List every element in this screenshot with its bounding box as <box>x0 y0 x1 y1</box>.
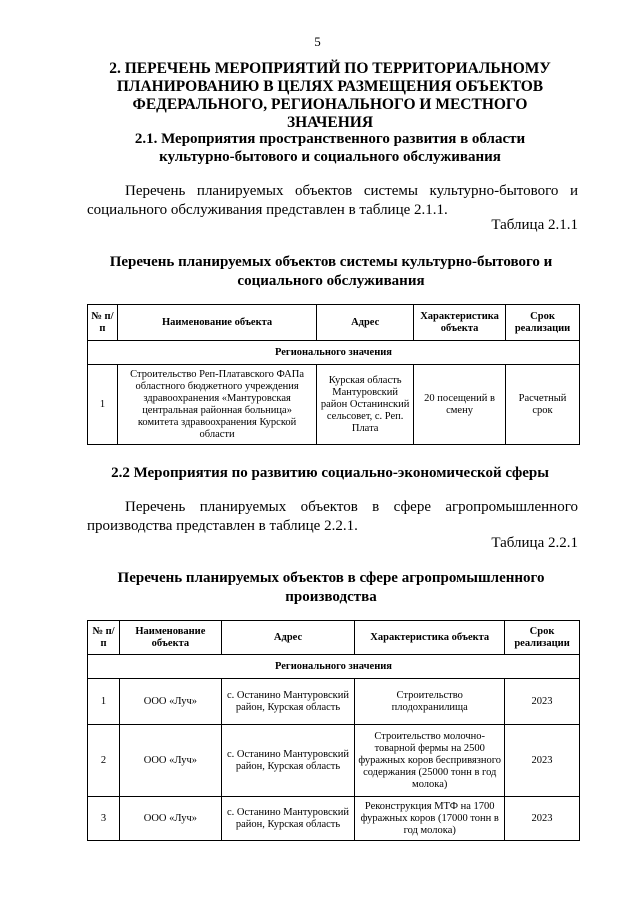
section-2-2-paragraph: Перечень планируемых объектов в сфере агропромышленного производства представлен в таблице 2.2.1. <box>87 499 578 534</box>
row-characteristic: 20 посещений в смену <box>414 365 506 445</box>
table-2-1-1-caption: Таблица 2.1.1 <box>491 217 578 233</box>
table-row <box>88 797 580 841</box>
row-term: 2023 <box>505 725 580 797</box>
header-cell-address: Адрес <box>221 621 355 655</box>
row-address: с. Останино Мантуровский район, Курская область <box>221 679 355 725</box>
header-cell-characteristic: Характеристика объекта <box>414 305 506 341</box>
header-cell-name: Наименование объекта <box>120 621 222 655</box>
row-address: Курская область Мантуровский район Останинский сельсовет, с. Реп. Плата <box>317 365 414 445</box>
row-characteristic: Строительство плодохранилища <box>355 679 505 725</box>
header-cell-term: Срок реализации <box>505 621 580 655</box>
table-2-2-1-caption: Таблица 2.2.1 <box>491 535 578 551</box>
section-2-2-heading: 2.2 Мероприятия по развитию социально-экономической сферы <box>111 465 549 481</box>
row-characteristic: Строительство молочно-товарной фермы на 2500 фуражных коров беспривязного содержания (25000 тонн в год молока) <box>355 725 505 797</box>
row-term: 2023 <box>505 679 580 725</box>
header-cell-term: Срок реализации <box>506 305 580 341</box>
main-heading-line-1: 2. ПЕРЕЧЕНЬ МЕРОПРИЯТИЙ ПО ТЕРРИТОРИАЛЬНОМУ <box>109 60 551 77</box>
table-2-2-1 <box>87 620 580 841</box>
group-label: Регионального значения <box>88 341 580 365</box>
row-term: Расчетный срок <box>506 365 580 445</box>
section-2-1-heading <box>110 130 550 166</box>
row-address: с. Останино Мантуровский район, Курская область <box>221 725 355 797</box>
table-2-1-1-title <box>100 253 562 291</box>
row-object-name: Строительство Реп-Платавского ФАПа областного бюджетного учреждения здравоохранения «Мантуровская центральная районная больница» комитета здравоохранения Курской области <box>117 365 316 445</box>
table-row <box>88 725 580 797</box>
group-label: Регионального значения <box>88 655 580 679</box>
header-cell-number: № п/п <box>88 621 120 655</box>
row-number: 1 <box>88 679 120 725</box>
table-2-2-1-title <box>100 569 562 607</box>
row-number: 3 <box>88 797 120 841</box>
row-number: 1 <box>88 365 118 445</box>
table-2-1-1 <box>87 304 580 445</box>
table-header-row <box>88 305 580 341</box>
table-group-row <box>88 655 580 679</box>
page-number: 5 <box>314 34 321 49</box>
row-object-name: ООО «Луч» <box>120 797 222 841</box>
header-cell-address: Адрес <box>317 305 414 341</box>
main-heading-line-2: ПЛАНИРОВАНИЮ В ЦЕЛЯХ РАЗМЕЩЕНИЯ ОБЪЕКТОВ <box>116 78 544 95</box>
table-header-row <box>88 621 580 655</box>
table-group-row <box>88 341 580 365</box>
section-2-1-heading-line-2: культурно-бытового и социального обслуживания <box>159 149 501 165</box>
row-object-name: ООО «Луч» <box>120 679 222 725</box>
section-2-1-paragraph: Перечень планируемых объектов системы культурно-бытового и социального обслуживания представлен в таблице 2.1.1. <box>87 183 578 218</box>
table-2-1-1-title-line-2: социального обслуживания <box>237 273 425 289</box>
row-object-name: ООО «Луч» <box>120 725 222 797</box>
main-heading-line-3: ФЕДЕРАЛЬНОГО, РЕГИОНАЛЬНОГО И МЕСТНОГО ЗНАЧЕНИЯ <box>132 96 528 131</box>
row-address: с. Останино Мантуровский район, Курская область <box>221 797 355 841</box>
table-2-2-1-title-line-2: производства <box>285 589 377 605</box>
header-cell-number: № п/п <box>88 305 118 341</box>
table-2-1-1-title-line-1: Перечень планируемых объектов системы культурно-бытового и <box>109 254 553 270</box>
section-2-1-heading-line-1: 2.1. Мероприятия пространственного развития в области <box>134 131 526 147</box>
row-characteristic: Реконструкция МТФ на 1700 фуражных коров (17000 тонн в год молока) <box>355 797 505 841</box>
header-cell-name: Наименование объекта <box>117 305 316 341</box>
table-row <box>88 365 580 445</box>
row-number: 2 <box>88 725 120 797</box>
table-2-2-1-title-line-1: Перечень планируемых объектов в сфере агропромышленного <box>117 570 545 586</box>
row-term: 2023 <box>505 797 580 841</box>
table-row <box>88 679 580 725</box>
header-cell-characteristic: Характеристика объекта <box>355 621 505 655</box>
main-heading <box>90 60 570 132</box>
